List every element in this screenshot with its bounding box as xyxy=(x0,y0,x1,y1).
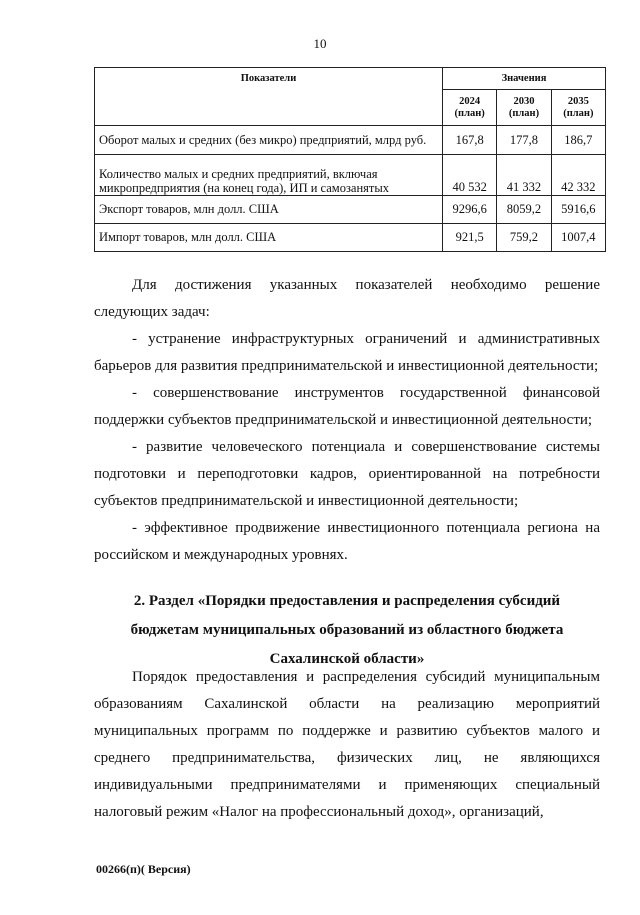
cell-2024: 40 532 xyxy=(443,155,497,196)
cell-2024: 921,5 xyxy=(443,224,497,252)
intro-paragraph: Для достижения указанных показателей необходимо решение следующих задач: xyxy=(94,277,600,320)
page-number: 10 xyxy=(313,36,327,51)
row-label: Количество малых и средних предприятий, включая микропредприятия (на конец года), ИП и самозанятых xyxy=(95,155,443,196)
section-heading: 2. Раздел «Порядки предоставления и распределения субсидий бюджетам муниципальных образований из областного бюджета Сахалинской области» xyxy=(130,593,564,667)
task-paragraph: - эффективное продвижение инвестиционного потенциала региона на российском и международных уровнях. xyxy=(94,520,600,563)
cell-2030: 177,8 xyxy=(497,126,551,155)
tasks-section xyxy=(94,272,600,569)
cell-2035: 42 332 xyxy=(551,155,605,196)
section-body xyxy=(94,664,600,826)
cell-2024: 167,8 xyxy=(443,126,497,155)
indicators-table xyxy=(94,67,606,252)
table-row xyxy=(95,224,606,252)
task-paragraph: - устранение инфраструктурных ограничений и административных барьеров для развития предпринимательской и инвестиционной деятельности; xyxy=(94,331,600,374)
document-footer: 00266(п)( Версия) xyxy=(96,862,191,876)
table-row xyxy=(95,155,606,196)
cell-2035: 1007,4 xyxy=(551,224,605,252)
cell-2030: 8059,2 xyxy=(497,196,551,224)
table-row xyxy=(95,126,606,155)
header-indicators: Показатели xyxy=(95,68,443,126)
row-label: Импорт товаров, млн долл. США xyxy=(95,224,443,252)
section-paragraph: Порядок предоставления и распределения субсидий муниципальным образованиям Сахалинской области на реализацию мероприятий муниципальных программ по поддержке и развитию субъектов малого и среднего предпринимательства, физических лиц, не являющихся индивидуальными предпринимателями и применяющих специальный налоговый режим «Налог на профессиональный доход», организаций, xyxy=(94,669,600,820)
task-paragraph: - развитие человеческого потенциала и совершенствование системы подготовки и переподготовки кадров, ориентированной на потребности субъектов предпринимательской и инвестиционной деятельности; xyxy=(94,439,600,509)
cell-2035: 5916,6 xyxy=(551,196,605,224)
row-label: Экспорт товаров, млн долл. США xyxy=(95,196,443,224)
cell-2035: 186,7 xyxy=(551,126,605,155)
header-year-2035: 2035 (план) xyxy=(551,90,605,126)
cell-2030: 759,2 xyxy=(497,224,551,252)
header-year-2030: 2030 (план) xyxy=(497,90,551,126)
table-row xyxy=(95,196,606,224)
header-values: Значения xyxy=(443,68,606,90)
header-year-2024: 2024 (план) xyxy=(443,90,497,126)
task-paragraph: - совершенствование инструментов государственной финансовой поддержки субъектов предпринимательской и инвестиционной деятельности; xyxy=(94,385,600,428)
cell-2030: 41 332 xyxy=(497,155,551,196)
cell-2024: 9296,6 xyxy=(443,196,497,224)
row-label: Оборот малых и средних (без микро) предприятий, млрд руб. xyxy=(95,126,443,155)
